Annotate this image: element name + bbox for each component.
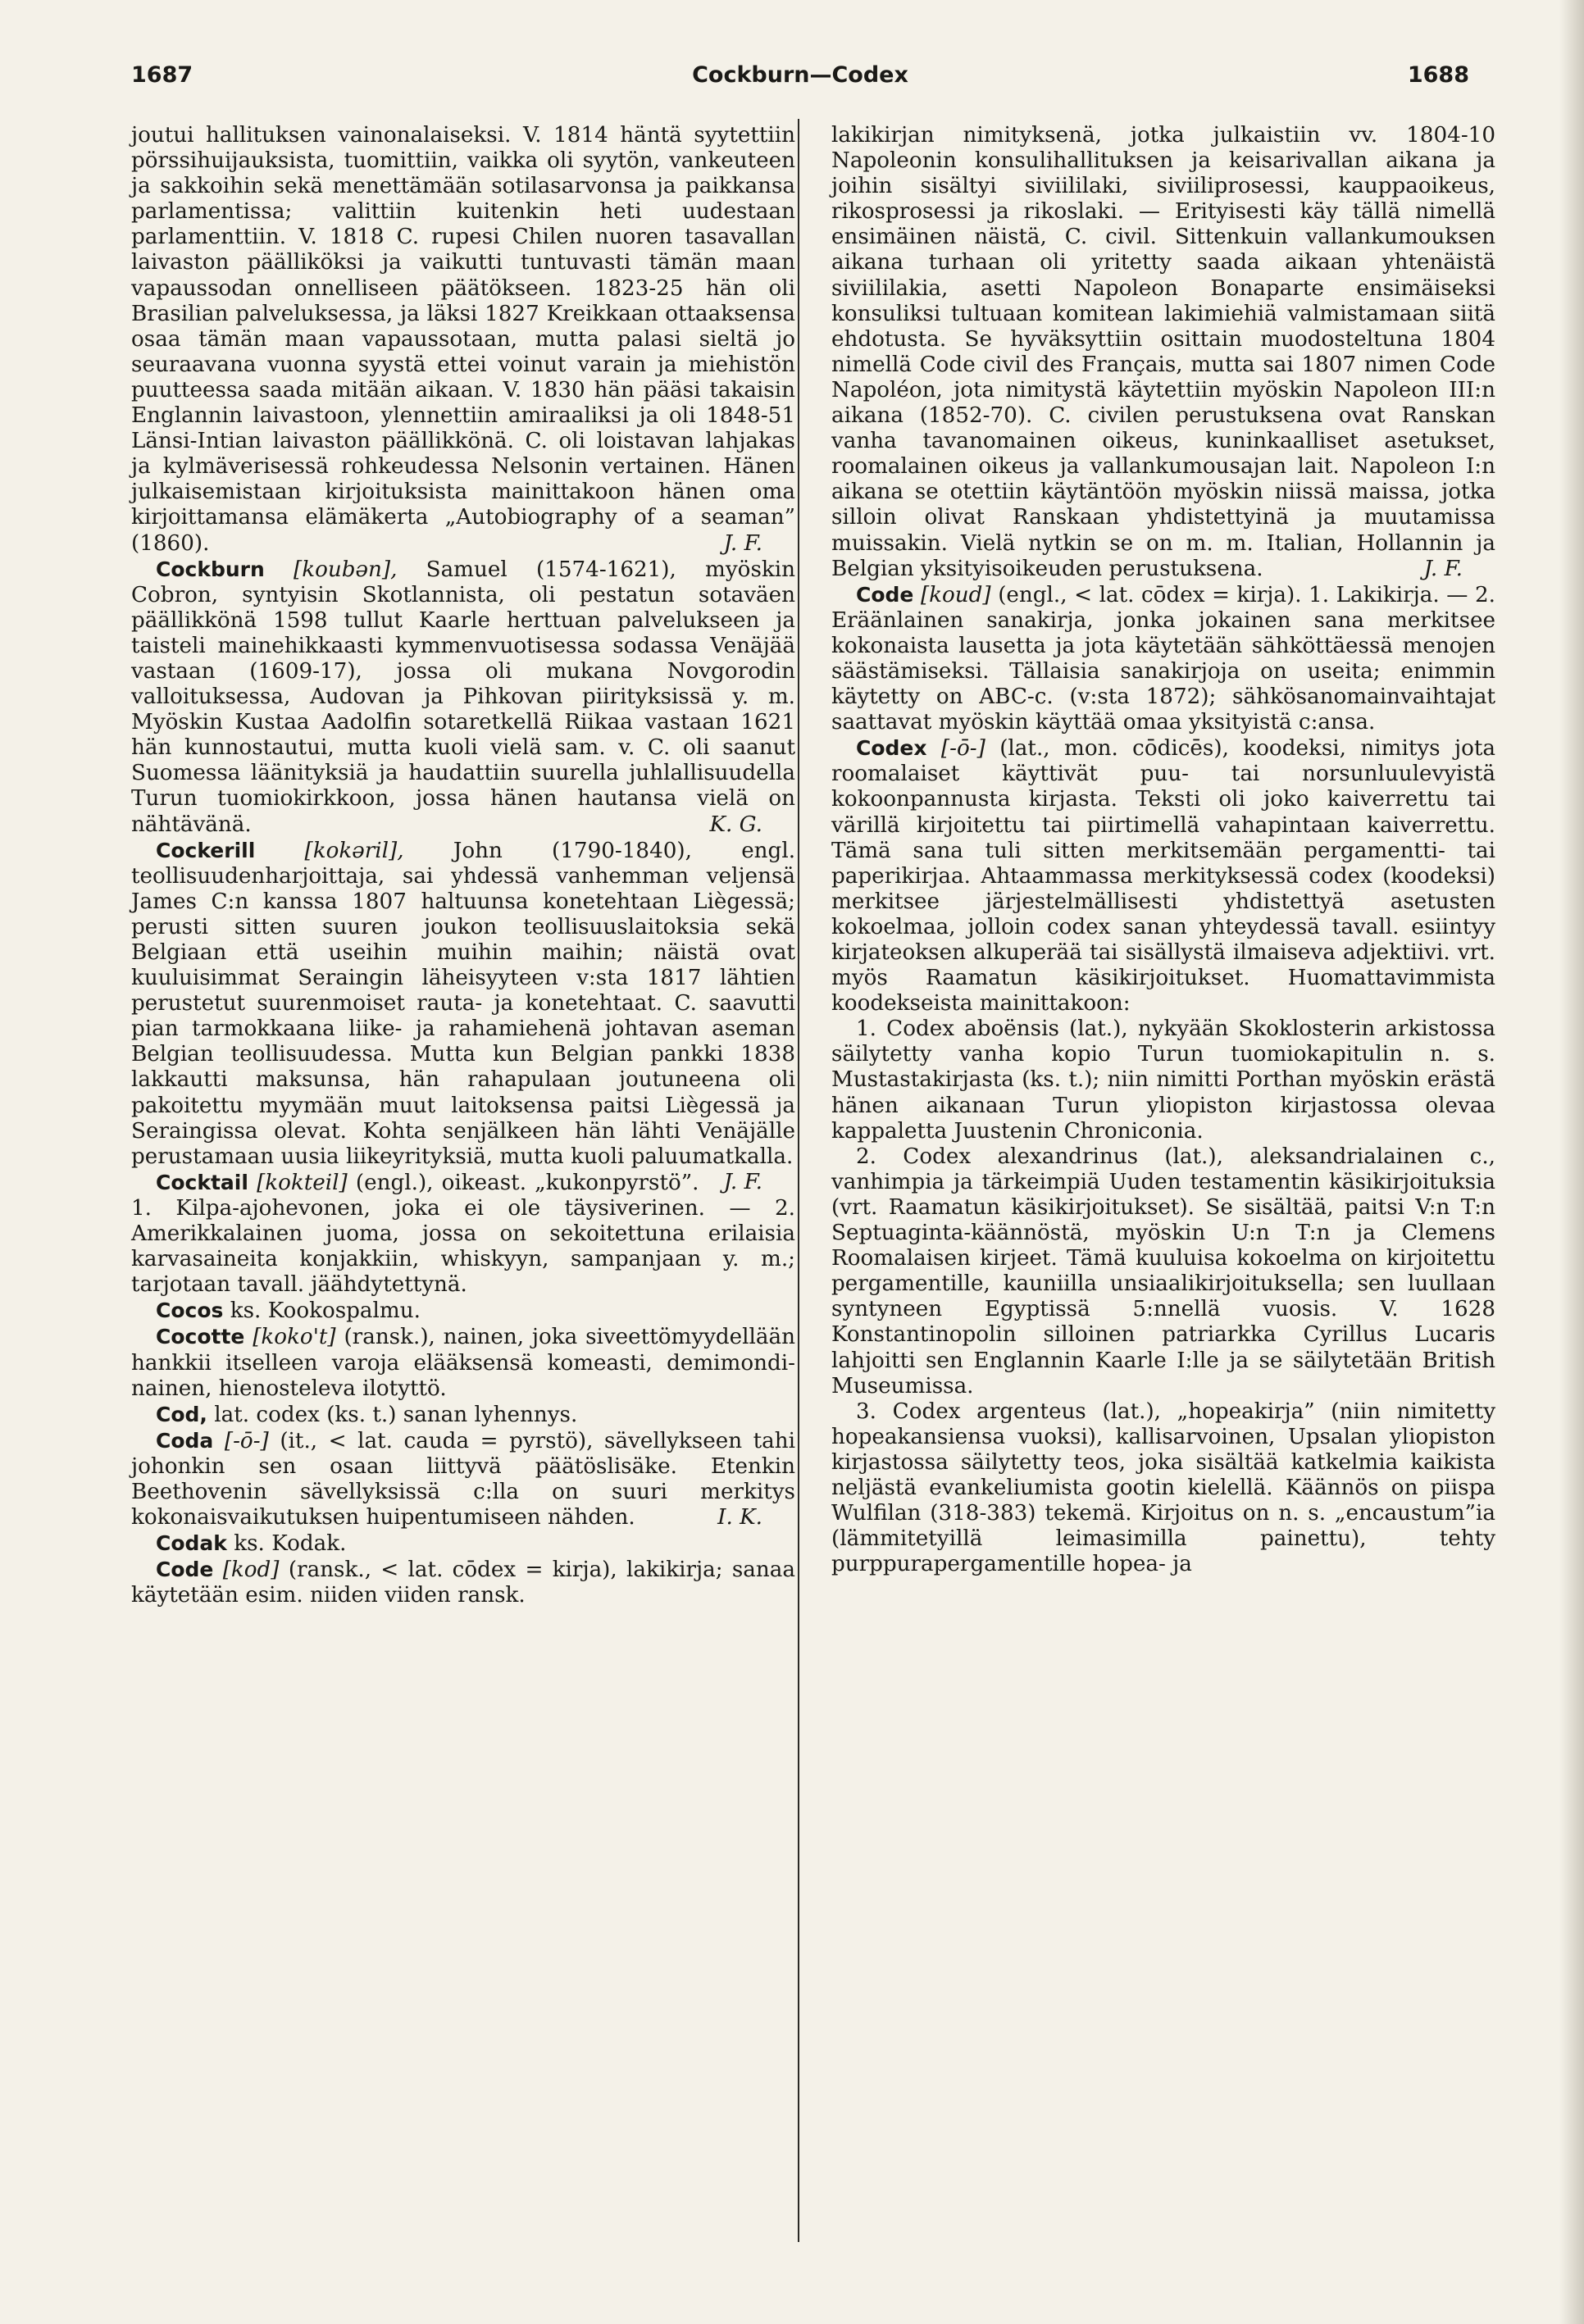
left-column — [131, 123, 795, 1608]
entry-headword: Codak — [156, 1531, 227, 1556]
dictionary-entry — [131, 1428, 795, 1530]
entry-text: John (1790-1840), engl. teollisuudenharjoittaja, sai yhdessä vanhemman veljensä James C:n kanssa 1807 haltuunsa konetehtaan Liègessä; perusti sitten suuren joukon teollisuuslaitoksia sekä Belgiaan että useihin muihin maihin; näistä ovat kuuluisimmat Seraingin läheisyyteen v:sta 1817 lähtien perustetut suurenmoiset rauta- ja konetehtaat. C. saavutti pian tarmokkaana liike- ja rahamiehenä johtavan aseman Belgian teollisuudessa. Mutta kun Belgian pankki 1838 lakkautti maksunsa, hän rahapulaan joutuneena oli pakoitettu myymään muut laitoksensa paitsi Liègessä ja Seraingissa olevat. Kohta senjälkeen hän lähti Venäjälle perustamaan uusia liikeyrityksiä, mutta kuoli paluumatkalla. — [131, 838, 796, 1169]
page-edge-shadow — [1559, 0, 1584, 2324]
entry-headword: Cocotte — [156, 1325, 245, 1349]
entry-paragraph — [131, 123, 795, 557]
entry-pronunciation: [koud] — [920, 582, 991, 607]
entry-paragraph — [831, 123, 1495, 582]
dictionary-entry — [831, 582, 1495, 736]
entry-paragraph — [831, 1016, 1495, 1144]
entry-text: (engl.), oikeast. „kukonpyrstö”. 1. Kilpa-ajohevonen, joka ei ole täysiverinen. — 2. Amerikkalainen juoma, jossa on sekoitettuna erilaisia karvasaineita konjakkiin, whiskyyn, sampanjaan y. m.; tarjotaan tavall. jäähdytettynä. — [131, 1170, 795, 1298]
dictionary-entry — [131, 1298, 795, 1324]
page-number-left: 1687 — [131, 62, 193, 88]
page-number-right: 1688 — [1407, 62, 1469, 88]
entry-text: 1. Codex aboënsis (lat.), nykyään Skoklosterin arkistossa säilytetty vanha kopio Turun tuomiokapitulin n. s. Mustastakirjasta (ks. t.); niin nimitti Porthan myöskin erästä hänen aikanaan Turun yliopiston kirjastossa olevaa kappaletta Juustenin Chroniconia. — [831, 1016, 1495, 1144]
author-signature: K. G. — [709, 812, 762, 837]
entry-text: (lat., mon. cōdicēs), koodeksi, nimitys jota roomalaiset käyttivät puu- tai norsunluulevyistä kokoonpannusta kirjasta. Teksti oli joko kaiverrettu tai värillä kirjoitettu tai piirtimellä vahapintaan kaiverrettu. Tämä sana tuli sitten merkitsemään pergamentti- tai paperikirjaa. Ahtaammassa merkityksessä codex (koodeksi) merkitsee järjestelmällisesti yhdistettyä asetusten kokoelmaa, jolloin codex sanan yhteydessä tavall. esiintyy kirjateoksen alkuperää tai sisällystä ilmaiseva adjektiivi. vrt. myös Raamatun käsikirjoitukset. Huomattavimmista koodekseista mainittakoon: — [831, 736, 1495, 1016]
entry-text: (engl., < lat. cōdex = kirja). 1. Lakikirja. — 2. Eräänlainen sanakirja, jonka jokainen sana merkitsee kokonaista lausetta ja jota käytetään sähköttäessä menojen säästämiseksi. Tällaisia sanakirjoja on useita; enimmin käytetty on ABC-c. (v:sta 1872); sähkösanomainvaihtajat saattavat myöskin käyttää omaa yksityistä c:ansa. — [831, 582, 1496, 735]
entry-text: lat. codex (ks. t.) sanan lyhennys. — [214, 1402, 578, 1427]
entry-paragraph — [831, 1144, 1495, 1399]
entry-headword: Coda — [156, 1428, 214, 1453]
entry-headword: Cocktail — [156, 1170, 248, 1194]
entry-text: (it., < lat. cauda = pyrstö), sävellykseen tahi johonkin sen osaan liittyvä päätöslisäke. Etenkin Beethovenin sävellyksissä c:lla on suuri merkitys kokonaisvaikutuksen huipentumiseen nähden. — [131, 1428, 796, 1530]
dictionary-entry — [831, 735, 1495, 1016]
entry-headword: Code — [856, 582, 914, 607]
author-signature: J. F. — [723, 530, 762, 556]
entry-headword: Code — [156, 1558, 214, 1582]
entry-text: (ransk.), nainen, joka siveettömyydellään hankkii itselleen varoja elääksensä komeasti, demimondi-nainen, hienosteleva ilotyttö. — [131, 1325, 796, 1401]
entry-pronunciation: [-ō-] — [224, 1428, 269, 1453]
entry-headword: Codex — [856, 736, 927, 761]
entry-pronunciation: [-ō-] — [940, 736, 985, 762]
entry-text: joutui hallituksen vainonalaiseksi. V. 1814 häntä syytettiin pörssihuijauksista, tuomittiin, vaikka oli syytön, vankeuteen ja sakkoihin sekä menettämään sotilasarvonsa ja paikkansa parlamentissa; valittiin kuitenkin heti uudestaan parlamenttiin. V. 1818 C. rupesi Chilen nuoren tasavallan laivaston päälliköksi ja vaikutti tuntuvasti tämän maan vapaussodan onnelliseen päätökseen. 1823-25 hän oli Brasilian palveluksessa, ja läksi 1827 Kreikkaan ottaaksensa osaa tämän maan vapaussotaan, mutta palasi sieltä jo seuraavana vuonna syystä ettei voinut varain ja miehistön puutteessa saada mitään aikaan. V. 1830 hän pääsi takaisin Englannin laivastoon, ylennettiin amiraaliksi ja oli 1848-51 Länsi-Intian laivaston päällikkönä. C. oli loistavan lahjakas ja kylmäverisessä rohkeudessa Nelsonin vertainen. Hänen julkaisemistaan kirjoituksista mainittakoon hänen oma kirjoittamansa elämäkerta „Autobiography of a seaman” (1860). — [131, 123, 795, 556]
author-signature: I. K. — [717, 1505, 762, 1530]
entry-pronunciation: [kokəril], — [304, 838, 404, 863]
dictionary-entry — [131, 1402, 795, 1428]
entry-pronunciation: [koubən], — [294, 557, 398, 582]
entry-headword: Cod, — [156, 1402, 207, 1426]
dictionary-entry — [131, 557, 795, 838]
author-signature: J. F. — [723, 1169, 762, 1194]
author-signature: J. F. — [1423, 556, 1463, 581]
entry-paragraph — [831, 1399, 1495, 1578]
entry-text: 3. Codex argenteus (lat.), „hopeakirja” (niin nimitetty hopeakansiensa vuoksi), kallisarvoinen, Upsalan yliopiston kirjastossa säilytetty teos, joka sisältää katkelmia kaikista neljästä evankeliumista gootin kielellä. Käännös on piispa Wulfilan (318-383) tekemä. Kirjoitus on n. s. „encaustum”ia (lämmitetyillä leimasimilla painettu), tehty purppurapergamentille hopea- ja — [831, 1398, 1495, 1577]
dictionary-entry — [131, 1557, 795, 1608]
entry-text: ks. Kodak. — [234, 1531, 347, 1557]
entry-text: Samuel (1574-1621), myöskin Cobron, syntyisin Skotlannista, oli pestatun sotaväen päällikkönä 1598 tullut Kaarle herttuan palvelukseen ja taisteli mainehikkaasti kymmenvuotisessa sodassa Venäjää vastaan (1609-17), jossa oli mukana Novgorodin valloituksessa, Audovan ja Pihkovan piirityksissä y. m. Myöskin Kustaa Aadolfin sotaretkellä Riikaa vastaan 1621 hän kunnostautui, mutta kuoli vielä sam. v. C. oli saanut Suomessa läänityksiä ja haudattiin suurella juhlallisuudella Turun tuomiokirkkoon, jossa hänen hautansa vielä on nähtävänä. — [131, 557, 796, 837]
entry-text: 2. Codex alexandrinus (lat.), aleksandrialainen c., vanhimpia ja tärkeimpiä Uuden testamentin käsikirjoituksia (vrt. Raamatun käsikirjoitukset). Se sisältää, paitsi V:n T:n Septuaginta-käännöstä, myöskin U:n T:n ja Clemens Roomalaisen kirjeet. Tämä kuuluisa kokoelma on kirjoitettu pergamentille, kauniilla unsiaalikirjoituksella; sen luullaan syntyneen Egyptissä 5:nnellä vuosis. V. 1628 Konstantinopolin silloinen patriarkka Cyrillus Lucaris lahjoitti sen Englannin Kaarle I:lle ja se säilytetään British Museumissa. — [831, 1144, 1495, 1398]
entry-text: ks. Kookospalmu. — [230, 1298, 421, 1324]
entry-headword: Cockerill — [156, 838, 256, 862]
page-header — [131, 62, 1469, 95]
dictionary-entry — [131, 1530, 795, 1557]
column-divider — [798, 119, 799, 2242]
entry-text: lakikirjan nimityksenä, jotka julkaistiin vv. 1804-10 Napoleonin konsulihallituksen ja keisarivallan aikana ja joihin sisältyi siviililaki, siviiliprosessi, kauppaoikeus, rikosprosessi ja rikoslaki. — Erityisesti käy tällä nimellä ensimäinen näistä, C. civil. Sittenkuin vallankumouksen aikana turhaan oli yritetty saada aikaan yhtenäistä siviililakia, asetti Napoleon Bonaparte ensimäiseksi konsuliksi tultuaan komitean lakimiehiä valmistamaan siitä ehdotusta. Se hyväksyttiin osittain muodosteltuna 1804 nimellä Code civil des Français, mutta sai 1807 nimen Code Napoléon, jota nimitystä käytettiin myöskin Napoleon III:n aikana (1852-70). C. civilen perustuksena ovat Ranskan vanha tavanomainen oikeus, kuninkaalliset asetukset, roomalainen oikeus ja vallankumousajan lait. Napoleon I:n aikana se otettiin käytäntöön myöskin niissä maissa, jotka silloin olivat Ranskaan yhdistettyinä ja muutamissa muissakin. Vielä nytkin se on m. m. Italian, Hollannin ja Belgian yksityisoikeuden perustuksena. — [831, 123, 1495, 581]
entry-pronunciation: [kod] — [222, 1558, 280, 1583]
entry-headword: Cockburn — [156, 557, 265, 581]
entry-headword: Cocos — [156, 1298, 224, 1323]
entry-pronunciation: [kokteil] — [257, 1170, 348, 1195]
running-title: Cockburn—Codex — [692, 62, 908, 88]
dictionary-entry — [131, 1324, 795, 1401]
entry-pronunciation: [koko't] — [253, 1325, 336, 1350]
right-column — [831, 123, 1495, 1577]
entry-text: (ransk., < lat. cōdex = kirja), lakikirja; sanaa käytetään esim. niiden viiden ransk. — [131, 1558, 796, 1608]
dictionary-entry — [131, 1170, 795, 1298]
